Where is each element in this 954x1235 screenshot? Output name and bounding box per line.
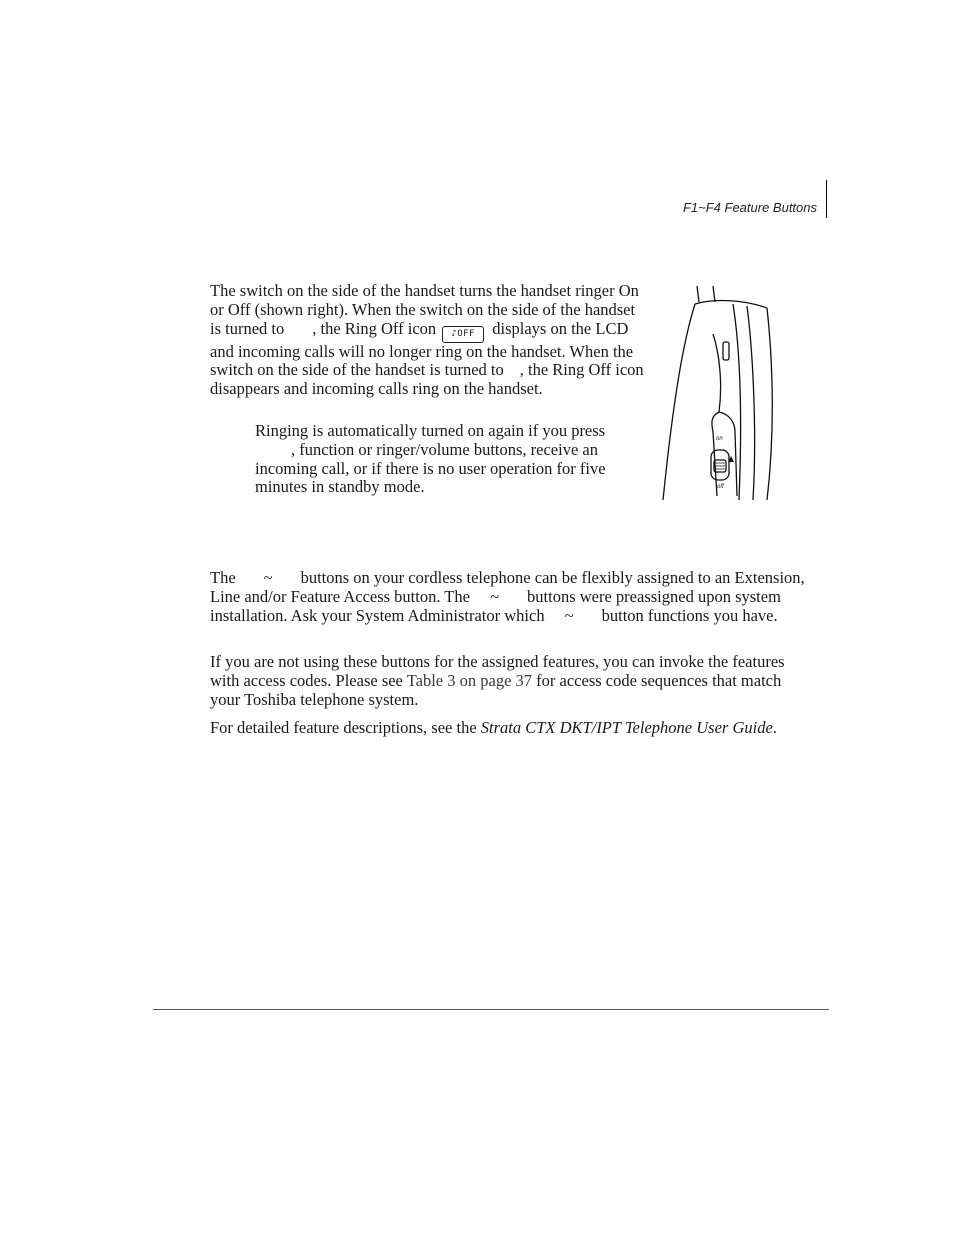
footer-rule — [153, 1009, 829, 1010]
ring-off-icon: ♪OFF — [442, 326, 484, 343]
ringer-note: Ringing is automatically turned on again if you press , function or ringer/volume buttons, receive an incoming call, or if there is no user operation for five minutes in standby mode. — [255, 421, 606, 497]
header-rule — [826, 180, 827, 218]
feature-buttons-paragraph: The ~ buttons on your cordless telephone can be flexibly assigned to an Extension, Line and/or Feature Access button. The ~ buttons were preassigned upon system installation. Ask your System Administrator which ~ button functions you have. — [210, 568, 805, 625]
handset-side-illustration — [655, 282, 785, 504]
user-guide-title: Strata CTX DKT/IPT Telephone User Guide — [480, 718, 773, 737]
switch-off-label: off — [717, 484, 724, 490]
switch-on-label: on — [716, 436, 723, 442]
user-guide-reference: For detailed feature descriptions, see the Strata CTX DKT/IPT Telephone User Guide. — [210, 718, 777, 737]
running-header: F1~F4 Feature Buttons — [682, 200, 817, 215]
table-3-link[interactable]: Table 3 on page 37 — [406, 670, 533, 690]
ringer-paragraph: The switch on the side of the handset turns the handset ringer On or Off (shown right). When the switch on the side of the handset is turned to , the Ring Off icon ♪OFF displays on the LCD and incoming calls will no longer ring on the handset. When the switch on the side of the handset is turned to , the Ring Off icon disappears and incoming calls ring on the handset. — [210, 281, 644, 399]
access-codes-paragraph: If you are not using these buttons for the assigned features, you can invoke the features with access codes. Please see Table 3 on page 37 for access code sequences that match your Toshiba telephone system. — [210, 652, 785, 709]
